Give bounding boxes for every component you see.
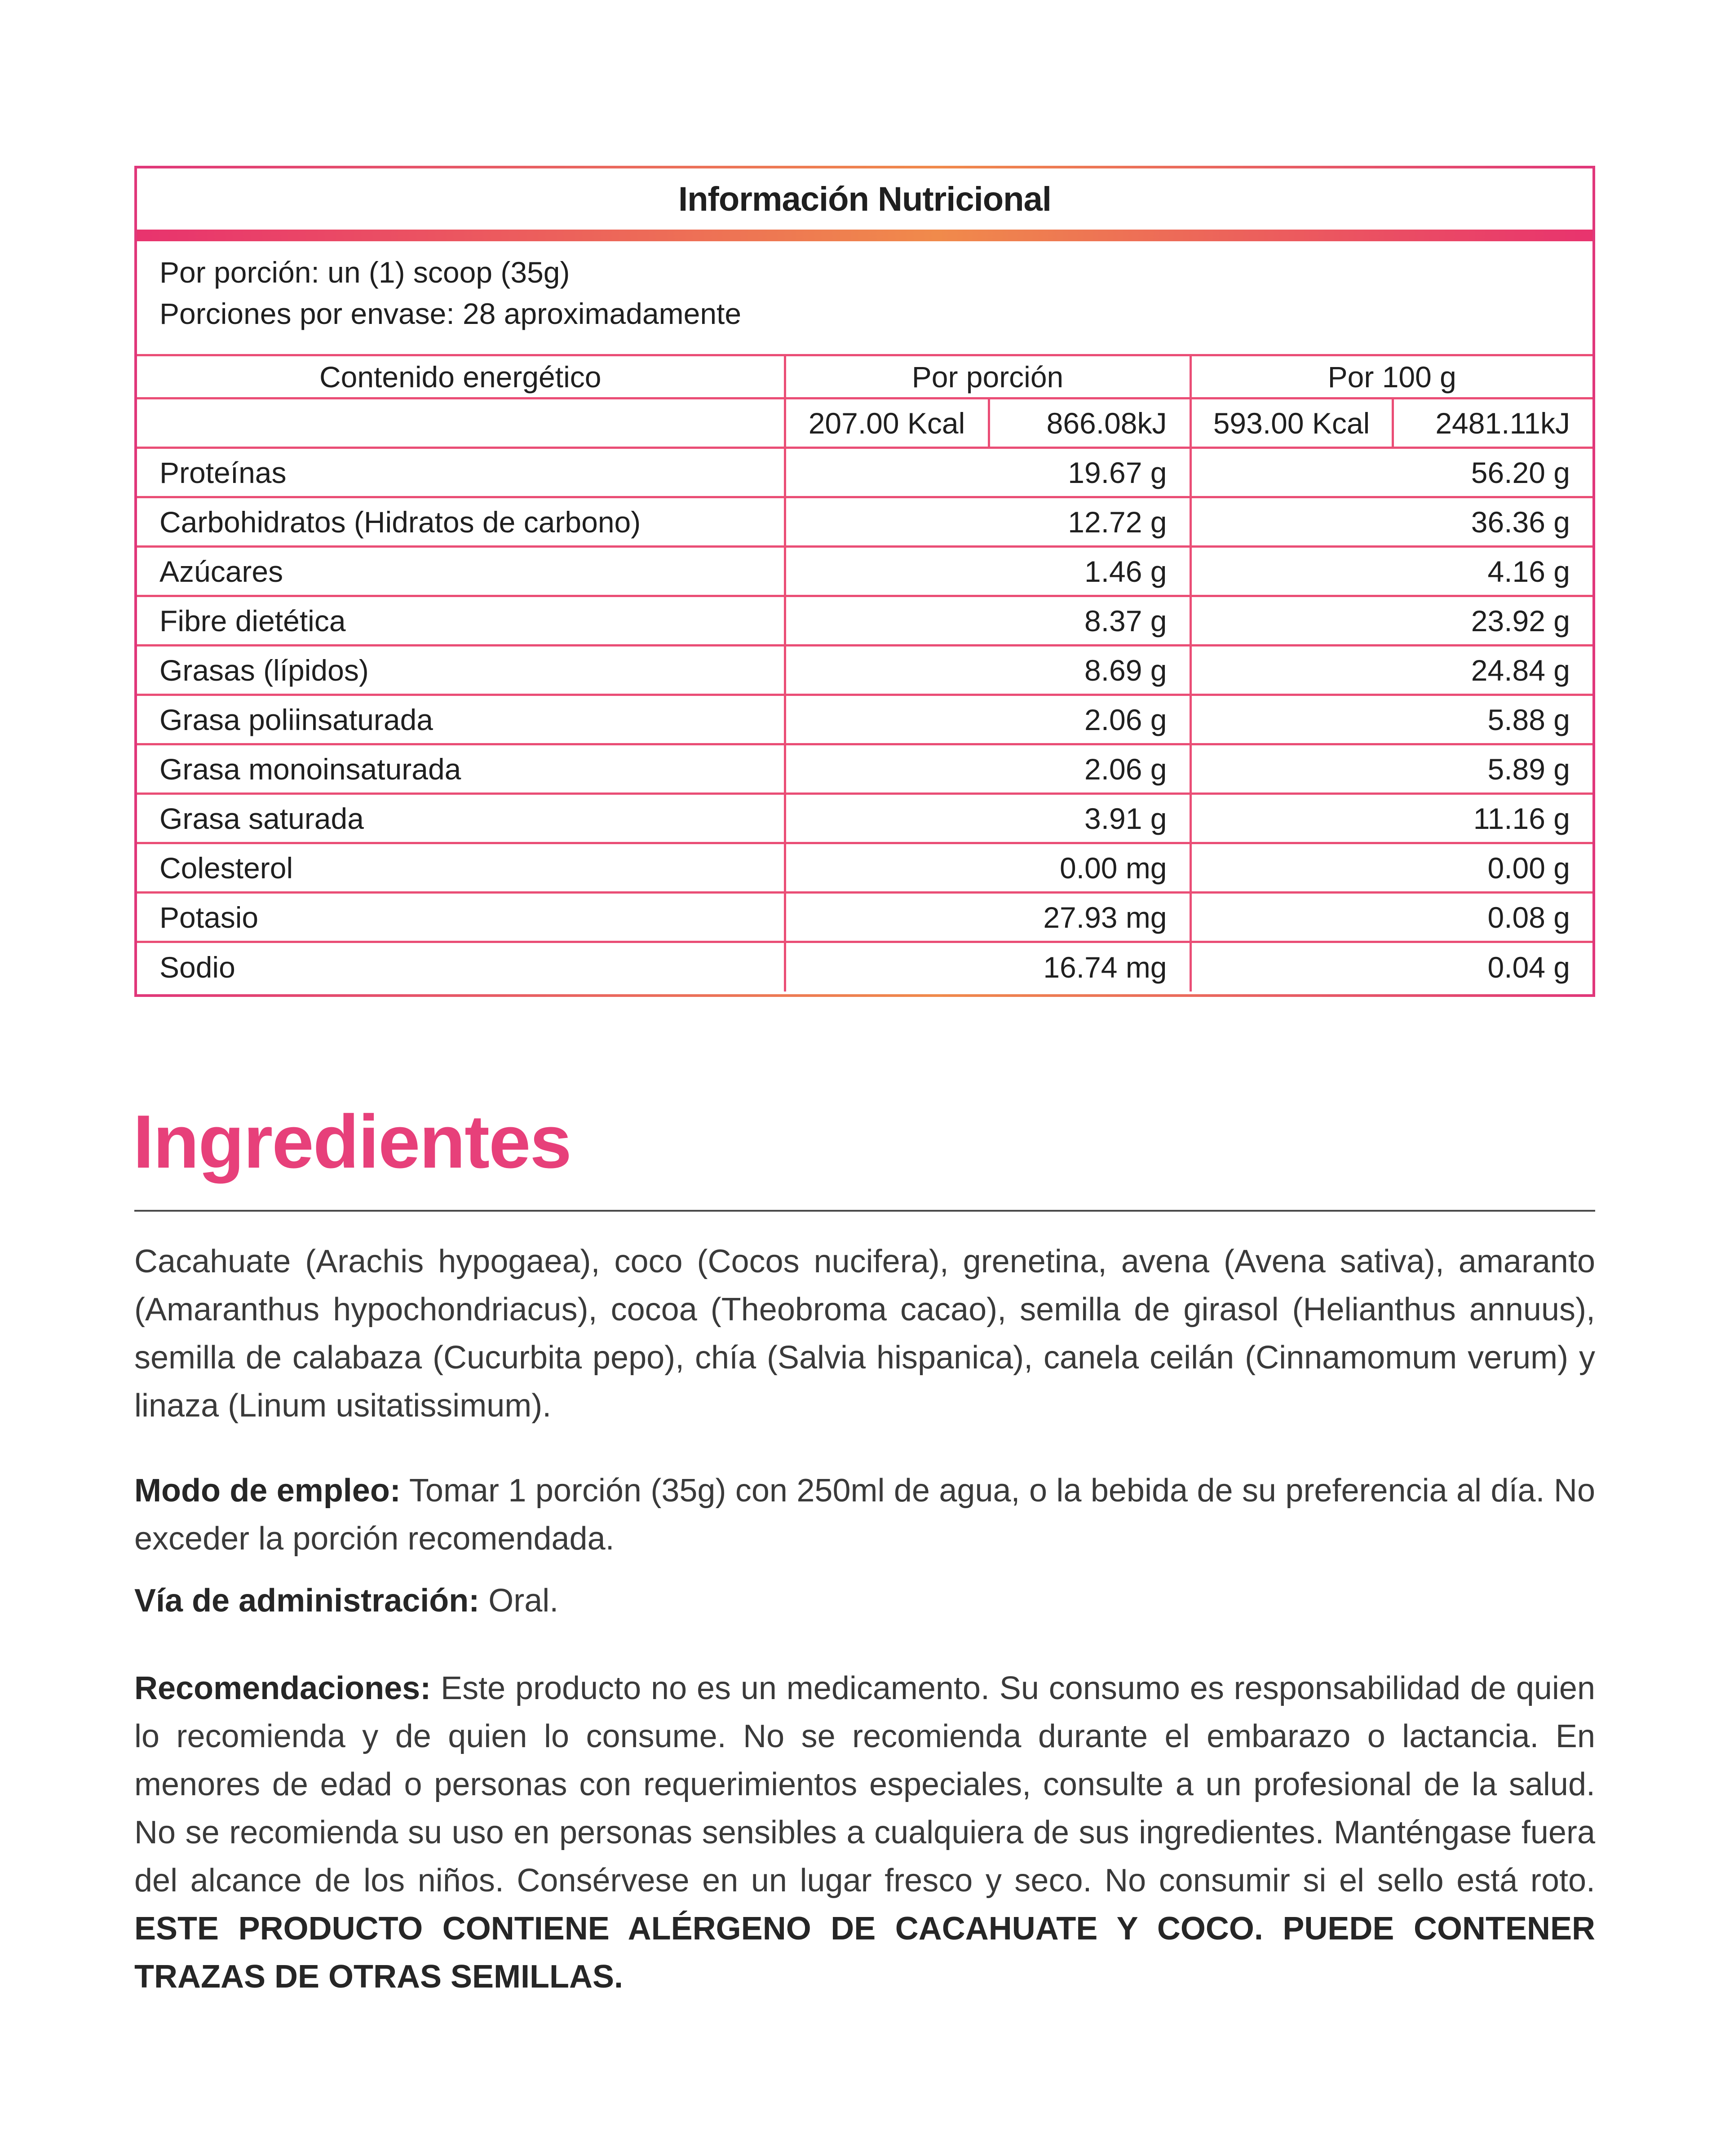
serving-info [159, 252, 741, 334]
nutrient-per-serving: 8.69 g [785, 646, 1190, 695]
serving-kcal: 207.00 Kcal [785, 398, 989, 448]
route-paragraph [134, 1577, 1595, 1625]
nutrient-name: Fibre dietética [137, 596, 785, 646]
table-row [137, 547, 1592, 596]
nutrient-name: Azúcares [137, 547, 785, 596]
nutrient-per-100g: 0.04 g [1190, 942, 1592, 992]
nutrient-per-100g: 0.08 g [1190, 893, 1592, 942]
nutrient-grid [137, 354, 1592, 992]
table-row [137, 843, 1592, 893]
nutrient-per-100g: 11.16 g [1190, 794, 1592, 843]
nutrient-per-serving: 2.06 g [785, 695, 1190, 744]
table-row [137, 744, 1592, 794]
usage-label: Modo de empleo: [134, 1473, 401, 1509]
ingredients-text: Cacahuate (Arachis hypogaea), coco (Cocos nucifera), grenetina, avena (Avena sativa), amaranto (Amaranthus hypochondriacus), cocoa (Theobroma cacao), semilla de girasol (Helianthus annuus), semilla de calabaza (Cucurbita pepo), chía (Salvia hispanica), canela ceilán (Cinnamomum verum) y linaza (Linum usitatissimum). [134, 1244, 1595, 1424]
nutrient-per-100g: 36.36 g [1190, 497, 1592, 547]
table-row [137, 596, 1592, 646]
nutrient-per-serving: 8.37 g [785, 596, 1190, 646]
nutrient-per-serving: 0.00 mg [785, 843, 1190, 893]
nutrition-title: Información Nutricional [678, 180, 1051, 218]
usage-paragraph [134, 1467, 1595, 1563]
table-row [137, 794, 1592, 843]
nutrient-name: Potasio [137, 893, 785, 942]
per-serving-header: Por porción [785, 355, 1190, 398]
table-row [137, 893, 1592, 942]
nutrient-name: Sodio [137, 942, 785, 992]
route-label: Vía de administración: [134, 1583, 480, 1619]
nutrient-name: Carbohidratos (Hidratos de carbono) [137, 497, 785, 547]
nutrient-per-100g: 0.00 g [1190, 843, 1592, 893]
nutrient-per-serving: 27.93 mg [785, 893, 1190, 942]
usage-text: Tomar 1 porción (35g) con 250ml de agua, o la bebida de su preferencia al día. No exceder la porción recomendada. [134, 1473, 1596, 1557]
table-row [137, 497, 1592, 547]
nutrition-table [134, 166, 1595, 997]
nutrient-name: Grasa poliinsaturada [137, 695, 785, 744]
gradient-bar [137, 230, 1592, 241]
nutrient-per-100g: 4.16 g [1190, 547, 1592, 596]
nutrient-name: Grasa saturada [137, 794, 785, 843]
energy-header: Contenido energético [137, 355, 785, 398]
nutrient-per-serving: 3.91 g [785, 794, 1190, 843]
recommendations-label: Recomendaciones: [134, 1670, 431, 1706]
nutrient-name: Grasa monoinsaturada [137, 744, 785, 794]
nutrient-per-100g: 5.89 g [1190, 744, 1592, 794]
route-text: Oral. [479, 1583, 559, 1619]
recommendations-paragraph [134, 1665, 1595, 2001]
nutrient-per-serving: 2.06 g [785, 744, 1190, 794]
nutrient-per-100g: 5.88 g [1190, 695, 1592, 744]
nutrient-per-serving: 12.72 g [785, 497, 1190, 547]
energy-row [137, 398, 1592, 448]
table-row [137, 942, 1592, 992]
servings-per-container: Porciones por envase: 28 aproximadamente [159, 297, 742, 330]
serving-kj: 866.08kJ [989, 398, 1190, 448]
nutrient-per-serving: 19.67 g [785, 448, 1190, 497]
nutrient-name: Proteínas [137, 448, 785, 497]
table-row [137, 448, 1592, 497]
recommendations-text: Este producto no es un medicamento. Su consumo es responsabilidad de quien lo recomienda y de quien lo consume. No se recomienda durante el embarazo o lactancia. En menores de edad o personas con requerimientos especiales, consulte a un profesional de la salud. No se recomienda su uso en personas sensibles a cualquiera de sus ingredientes. Manténgase fuera del alcance de los niños. Consérvese en un lugar fresco y seco. No consumir si el sello está roto. [134, 1670, 1595, 1899]
nutrient-per-serving: 1.46 g [785, 547, 1190, 596]
nutrient-per-100g: 56.20 g [1190, 448, 1592, 497]
per100-kj: 2481.11kJ [1393, 398, 1592, 448]
nutrient-per-100g: 24.84 g [1190, 646, 1592, 695]
nutrient-name: Grasas (lípidos) [137, 646, 785, 695]
table-row [137, 695, 1592, 744]
energy-blank-cell [137, 398, 785, 448]
per100-kcal: 593.00 Kcal [1190, 398, 1393, 448]
per-100g-header: Por 100 g [1190, 355, 1592, 398]
allergen-warning: ESTE PRODUCTO CONTIENE ALÉRGENO DE CACAHUATE Y COCO. PUEDE CONTENER TRAZAS DE OTRAS SEMILLAS. [134, 1911, 1595, 1995]
table-header-row [137, 355, 1592, 398]
ingredients-title: Ingredientes [133, 1099, 571, 1184]
serving-size: Por porción: un (1) scoop (35g) [159, 256, 570, 289]
nutrient-per-100g: 23.92 g [1190, 596, 1592, 646]
nutrient-per-serving: 16.74 mg [785, 942, 1190, 992]
table-row [137, 646, 1592, 695]
nutrient-name: Colesterol [137, 843, 785, 893]
ingredients-divider [134, 1210, 1595, 1212]
